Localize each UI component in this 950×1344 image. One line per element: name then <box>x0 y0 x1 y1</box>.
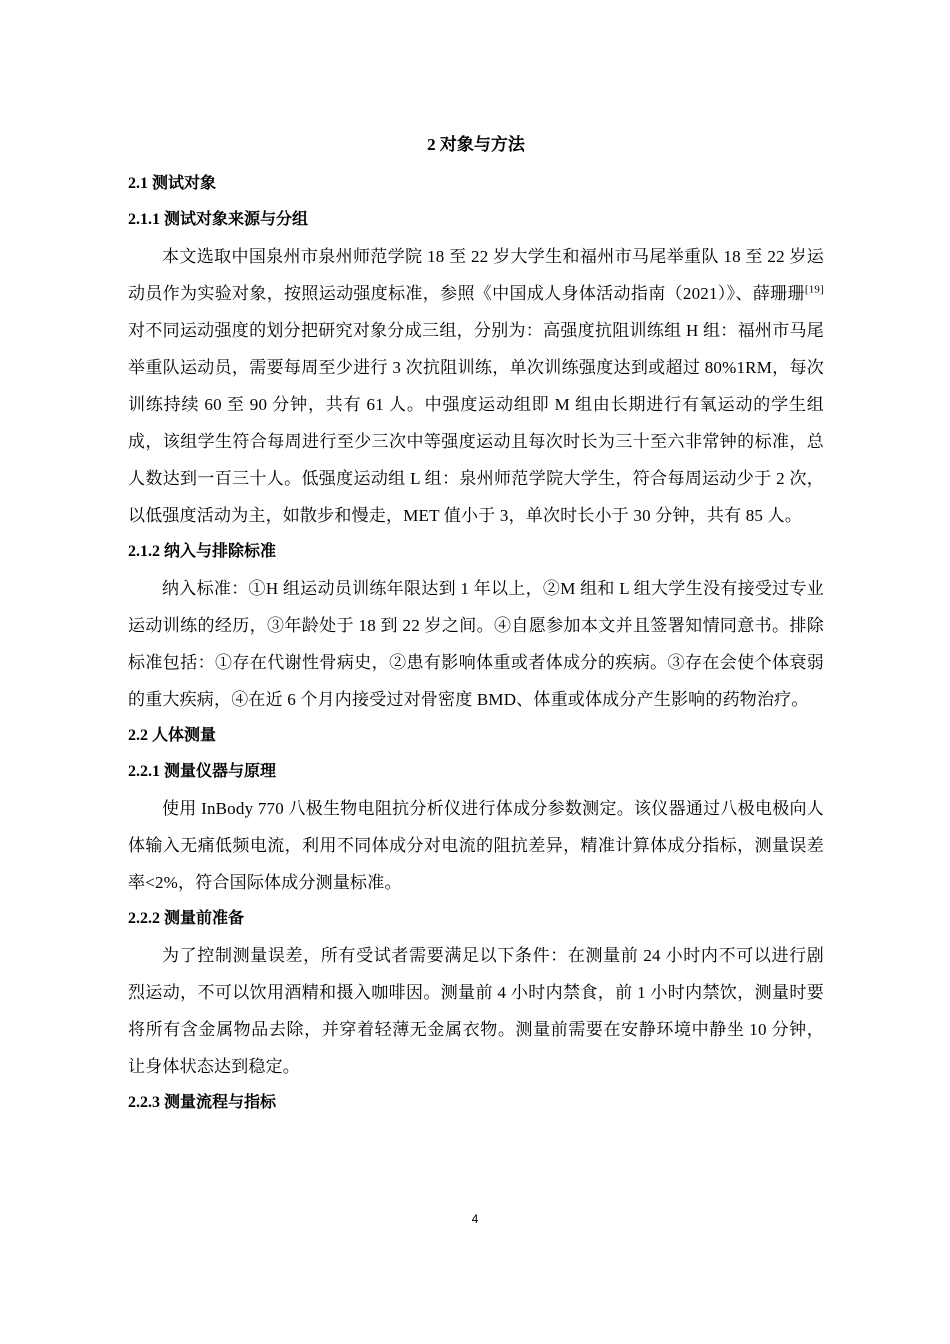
page-content <box>128 128 824 1121</box>
paragraph-subjects-grouping <box>128 238 824 534</box>
section-heading-2-2: 2.2 人体测量 <box>128 727 217 744</box>
page-number: 4 <box>471 1212 479 1226</box>
paragraph-inclusion-exclusion: 纳入标准：①H 组运动员训练年限达到 1 年以上，②M 组和 L 组大学生没有接受过专业运动训练的经历，③年龄处于 18 到 22 岁之间。④自愿参加本文并且签署知情同意书。排除标准包括：①存在代谢性骨病史，②患有影响体重或者体成分的疾病。③存在会使个体衰弱的重大疾病，④在近 6 个月内接受过对骨密度 BMD、体重或体成分产生影响的药物治疗。 <box>128 579 824 709</box>
paragraph-text-part-b: 对不同运动强度的划分把研究对象分成三组，分别为：高强度抗阻训练组 H 组：福州市马尾举重队运动员，需要每周至少进行 3 次抗阻训练，单次训练强度达到或超过 80%1RM，每次训练持续 60 至 90 分钟，共有 61 人。中强度运动组即 M 组由长期进行有氧运动的学生组成，该组学生符合每周进行至少三次中等强度运动且每次时长为三十至六非常钟的标准，总人数达到一百三十人。低强度运动组 L 组：泉州师范学院大学生，符合每周运动少于 2 次，以低强度活动为主，如散步和慢走，MET 值小于 3，单次时长小于 30 分钟，共有 85 人。 <box>128 321 824 525</box>
section-heading-2-1-2: 2.1.2 纳入与排除标准 <box>128 543 277 560</box>
chapter-title: 2 对象与方法 <box>427 135 525 154</box>
section-heading-2-2-3: 2.2.3 测量流程与指标 <box>128 1094 277 1111</box>
section-heading-2-2-2: 2.2.2 测量前准备 <box>128 910 245 927</box>
paragraph-measurement-preparation: 为了控制测量误差，所有受试者需要满足以下条件：在测量前 24 小时内不可以进行剧烈运动，不可以饮用酒精和摄入咖啡因。测量前 4 小时内禁食，前 1 小时内禁饮，测量时要将所有含金属物品去除，并穿着轻薄无金属衣物。测量前需要在安静环境中静坐 10 分钟，让身体状态达到稳定。 <box>128 946 824 1076</box>
paragraph-instrument-principle: 使用 InBody 770 八极生物电阻抗分析仪进行体成分参数测定。该仪器通过八极电极向人体输入无痛低频电流，利用不同体成分对电流的阻抗差异，精准计算体成分指标，测量误差率<2%，符合国际体成分测量标准。 <box>128 799 824 892</box>
citation-ref: [19] <box>804 283 824 296</box>
section-heading-2-1-1: 2.1.1 测试对象来源与分组 <box>128 211 309 228</box>
section-heading-2-2-1: 2.2.1 测量仪器与原理 <box>128 763 277 780</box>
section-heading-2-1: 2.1 测试对象 <box>128 175 217 192</box>
paragraph-text-part-a: 本文选取中国泉州市泉州师范学院 18 至 22 岁大学生和福州市马尾举重队 18 至 22 岁运动员作为实验对象，按照运动强度标准，参照《中国成人身体活动指南（2021）》、薛珊珊 <box>128 247 824 303</box>
